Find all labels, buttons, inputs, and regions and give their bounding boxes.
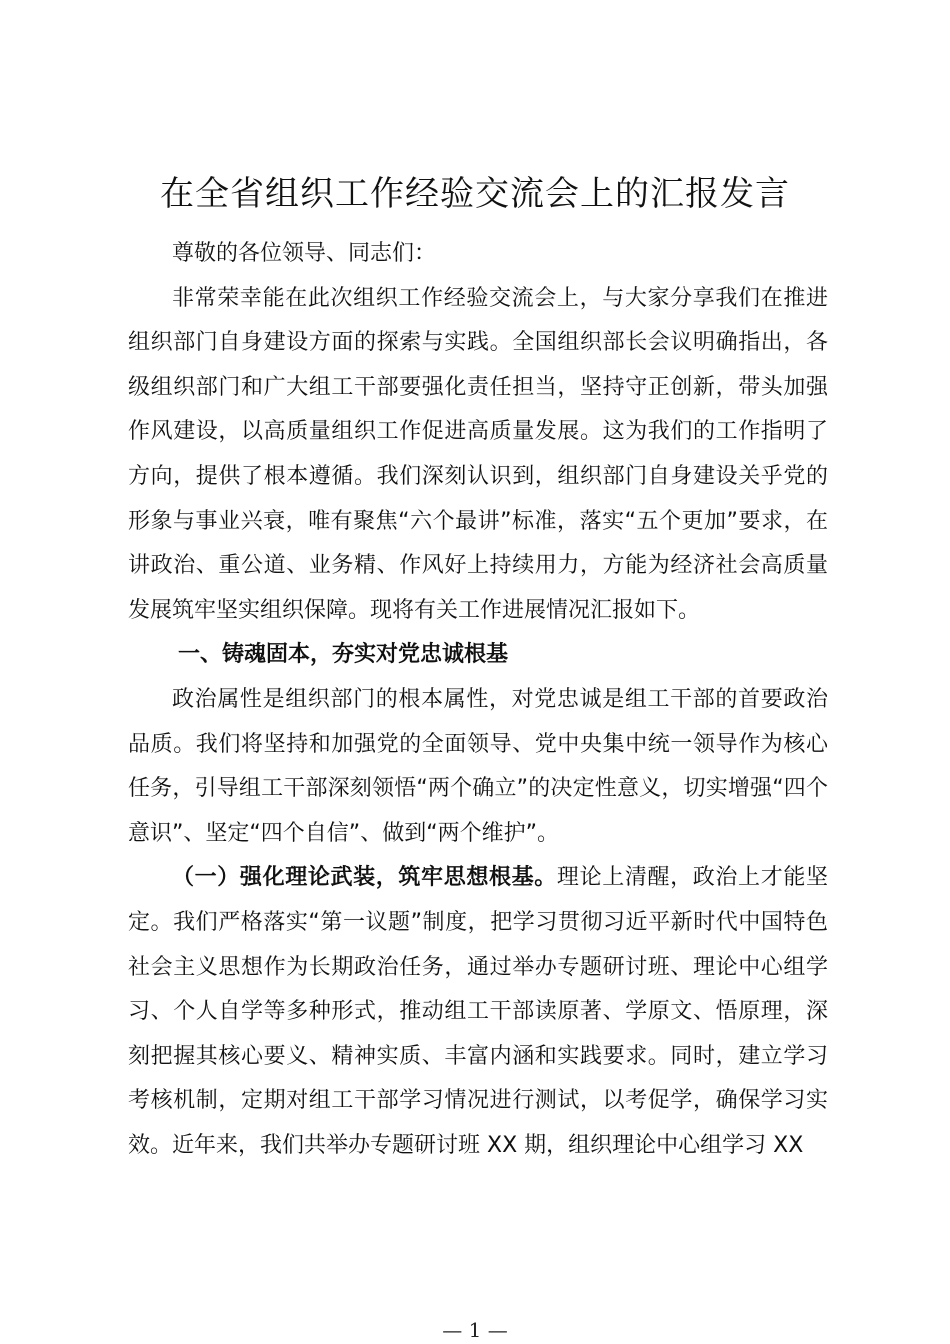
document-title: 在全省组织工作经验交流会上的汇报发言 [160, 174, 790, 214]
document-body [128, 232, 828, 1168]
section-1-paragraph: 政治属性是组织部门的根本属性，对党忠诚是组工干部的首要政治品质。我们将坚持和加强党的全面领导、党中央集中统一领导作为核心任务，引导组工干部深刻领悟“两个确立”的决定性意义，切实增强“四个意识”、坚定“四个自信”、做到“两个维护”。 [128, 686, 828, 846]
subsection-1-paragraph [128, 856, 828, 1168]
subsection-1-text: 理论上清醒，政治上才能坚定。我们严格落实“第一议题”制度，把学习贯彻习近平新时代中国特色社会主义思想作为长期政治任务，通过举办专题研讨班、理论中心组学习、个人自学等多种形式，推动组工干部读原著、学原文、悟原理，深刻把握其核心要义、精神实质、丰富内涵和实践要求。同时，建立学习考核机制，定期对组工干部学习情况进行测试，以考促学，确保学习实效。近年来，我们共举办专题研讨班 XX 期，组织理论中心组学习 XX [128, 865, 828, 1158]
subsection-1-heading: （一）强化理论武装，筑牢思想根基。 [172, 865, 557, 891]
page-number: — 1 — [442, 1318, 508, 1342]
section-heading-1: 一、铸魂固本，夯实对党忠诚根基 [178, 642, 509, 668]
salutation: 尊敬的各位领导、同志们： [172, 241, 437, 266]
intro-paragraph: 非常荣幸能在此次组织工作经验交流会上，与大家分享我们在推进组织部门自身建设方面的探索与实践。全国组织部长会议明确指出，各级组织部门和广大组工干部要强化责任担当，坚持守正创新，带头加强作风建设，以高质量组织工作促进高质量发展。这为我们的工作指明了方向，提供了根本遵循。我们深刻认识到，组织部门自身建设关乎党的形象与事业兴衰，唯有聚焦“六个最讲”标准，落实“五个更加”要求，在讲政治、重公道、业务精、作风好上持续用力，方能为经济社会高质量发展筑牢坚实组织保障。现将有关工作进展情况汇报如下。 [128, 285, 828, 623]
